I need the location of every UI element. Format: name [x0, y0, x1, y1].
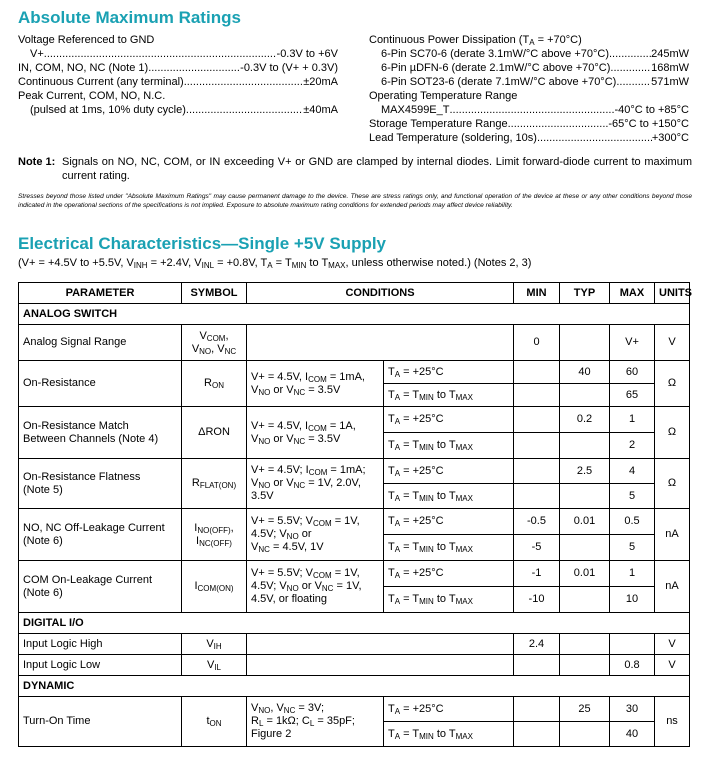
units-value: V	[655, 325, 690, 361]
ec-conditions: (V+ = +4.5V to +5.5V, $V_{INH} = +2.4V$, $V_{INL} = +0.8V$, $T_A = T_{MIN}$ to $T_{MAX}$, unless otherwise noted.) (Notes 2, 3)	[18, 257, 532, 270]
table-row	[19, 325, 690, 361]
max-value: 5	[610, 535, 655, 561]
sot-row	[381, 75, 689, 89]
cond-dron: V+ = 4.5V, $I_{COM} = 1A$, $V_{NO}$ or $V_{NC} = 3.5V$	[247, 407, 384, 459]
min-value: 0	[514, 325, 560, 361]
min-value: 2.4	[514, 634, 560, 655]
units-value: V	[655, 634, 690, 655]
symbol-vil: $V_{IL}$	[182, 655, 247, 676]
table-row	[19, 407, 690, 433]
col-typ: TYP	[560, 283, 610, 304]
symbol-ton: $t_{ON}$	[182, 697, 247, 747]
col-symbol: SYMBOL	[182, 283, 247, 304]
symbol-vcom: $V_{COM}$, $V_{NO}$, $V_{NC}$	[182, 325, 247, 361]
cond-ta-25: $T_A = +25^\circ C$	[384, 561, 514, 587]
col-min: MIN	[514, 283, 560, 304]
units-value: Ω	[655, 459, 690, 509]
min-value: -10	[514, 587, 560, 613]
cond-ton: $V_{NO}$, $V_{NC} = 3V$; $R_L = 1k\Omega$; $C_L = 35pF$; Figure 2	[247, 697, 384, 747]
units-value: ns	[655, 697, 690, 747]
sc70-row	[381, 47, 689, 61]
note-1-label: Note 1:	[18, 156, 56, 168]
units-value: Ω	[655, 361, 690, 407]
abs-max-title: Absolute Maximum Ratings	[18, 8, 241, 27]
max-value: 4	[610, 459, 655, 484]
stress-disclaimer: Stresses beyond those listed under "Absolute Maximum Ratings" may cause permanent damage to the device. These are stress ratings only, and functional operation of the device at these or any other conditions beyond those indicated in the operational sections of the specifications is not implied. Exposure to absolute maximum rating conditions for extended periods may affect device reliability.	[18, 193, 692, 209]
typ-value: 40	[560, 361, 610, 384]
units-value: nA	[655, 561, 690, 613]
sot-value: 571mW	[651, 76, 689, 88]
ec-table	[18, 282, 690, 747]
cond-ta-25: $T_A = +25^\circ C$	[384, 361, 514, 384]
cond-ta-25: $T_A = +25^\circ C$	[384, 509, 514, 535]
typ-value: 0.2	[560, 407, 610, 433]
lead-label: Lead Temperature (soldering, 10s)	[369, 132, 537, 144]
table-row	[19, 459, 690, 484]
max-value: 10	[610, 587, 655, 613]
cond-flat: V+ = 4.5V; $I_{COM} = 1mA$; $V_{NO}$ or $V_{NC} = 1V$, 2.0V, 3.5V	[247, 459, 384, 509]
symbol-ron: $R_{ON}$	[182, 361, 247, 407]
max-label: MAX4599E_T	[381, 104, 450, 116]
col-units: UNITS	[655, 283, 690, 304]
cond-ta-range: $T_A = T_{MIN}$ to $T_{MAX}$	[384, 433, 514, 459]
units-value: Ω	[655, 407, 690, 459]
max-value: 2	[610, 433, 655, 459]
cont-label: Continuous Current (any terminal)	[18, 76, 184, 88]
note-1	[18, 155, 692, 182]
typ-value: 0.01	[560, 509, 610, 535]
section-digital-io: DIGITAL I/O	[19, 613, 690, 634]
cond-ta-range: $T_A = T_{MIN}$ to $T_{MAX}$	[384, 384, 514, 407]
max-value: 1	[610, 407, 655, 433]
cond-ta-range: $T_A = T_{MIN}$ to $T_{MAX}$	[384, 484, 514, 509]
lead-row	[369, 131, 689, 145]
max-row	[381, 103, 689, 117]
pulsed-label: (pulsed at 1ms, 10% duty cycle)	[30, 104, 186, 116]
table-row	[19, 634, 690, 655]
table-header-row	[19, 283, 690, 304]
table-row	[19, 561, 690, 587]
typ-value: 2.5	[560, 459, 610, 484]
max-value: 5	[610, 484, 655, 509]
udfn-row	[381, 61, 689, 75]
cond-ta-range: $T_A = T_{MIN}$ to $T_{MAX}$	[384, 722, 514, 747]
in-row	[18, 61, 338, 75]
param-flatness: On-Resistance Flatness (Note 5)	[19, 459, 182, 509]
table-row	[19, 655, 690, 676]
table-row	[19, 697, 690, 722]
storage-row	[369, 117, 689, 131]
otr-label: Operating Temperature Range	[369, 90, 518, 102]
sc70-label: 6-Pin SC70-6 (derate 3.1mW/°C above +70°C)	[381, 48, 609, 60]
vplus-value: -0.3V to +6V	[276, 48, 338, 60]
min-value: -0.5	[514, 509, 560, 535]
cont-row	[18, 75, 338, 89]
table-row	[19, 509, 690, 535]
vplus-row	[30, 47, 338, 61]
typ-value: 25	[560, 697, 610, 722]
sc70-value: 245mW	[651, 48, 689, 60]
typ-value: 0.01	[560, 561, 610, 587]
cont-value: ±20mA	[303, 76, 338, 88]
col-max: MAX	[610, 283, 655, 304]
lead-value: +300°C	[651, 132, 689, 144]
col-conditions: CONDITIONS	[247, 283, 514, 304]
cond-on-leakage: V+ = 5.5V; $V_{COM} = 1V$, 4.5V; $V_{NO}$ or $V_{NC} = 1V$, 4.5V, or floating	[247, 561, 384, 613]
in-value: -0.3V to (V+ + 0.3V)	[240, 62, 338, 74]
max-value: 0.8	[610, 655, 655, 676]
param-vih: Input Logic High	[19, 634, 182, 655]
max-value: V+	[610, 325, 655, 361]
in-label: IN, COM, NO, NC (Note 1)	[18, 62, 149, 74]
max-value: 40	[610, 722, 655, 747]
param-dron: On-Resistance Match Between Channels (Note 4)	[19, 407, 182, 459]
udfn-value: 168mW	[651, 62, 689, 74]
units-value: V	[655, 655, 690, 676]
cond-ta-25: $T_A = +25^\circ C$	[384, 459, 514, 484]
vplus-label: V+	[30, 48, 44, 60]
section-analog-switch: ANALOG SWITCH	[19, 304, 690, 325]
table-row	[19, 361, 690, 384]
max-value: 1	[610, 561, 655, 587]
units-value: nA	[655, 509, 690, 561]
param-off-leakage: NO, NC Off-Leakage Current (Note 6)	[19, 509, 182, 561]
symbol-ino-off: $I_{NO(OFF)}$, $I_{NC(OFF)}$	[182, 509, 247, 561]
min-value: -5	[514, 535, 560, 561]
param-ton: Turn-On Time	[19, 697, 182, 747]
cond-ta-25: $T_A = +25^\circ C$	[384, 407, 514, 433]
peak-label: Peak Current, COM, NO, N.C.	[18, 90, 166, 102]
max-value: 0.5	[610, 509, 655, 535]
sot-label: 6-Pin SOT23-6 (derate 7.1mW/°C above +70°C)	[381, 76, 617, 88]
udfn-label: 6-Pin µDFN-6 (derate 2.1mW/°C above +70°C)	[381, 62, 611, 74]
param-ron: On-Resistance	[19, 361, 182, 407]
symbol-rflat: $R_{FLAT(ON)}$	[182, 459, 247, 509]
cond-ta-range: $T_A = T_{MIN}$ to $T_{MAX}$	[384, 535, 514, 561]
vref-label: Voltage Referenced to GND	[18, 34, 155, 46]
max-value: 30	[610, 697, 655, 722]
section-dynamic: DYNAMIC	[19, 676, 690, 697]
param-analog-range: Analog Signal Range	[19, 325, 182, 361]
cond-ron: V+ = 4.5V, $I_{COM} = 1mA$, $V_{NO}$ or $V_{NC} = 3.5V$	[247, 361, 384, 407]
cond-ta-25: $T_A = +25^\circ C$	[384, 697, 514, 722]
cond-ta-range: $T_A = T_{MIN}$ to $T_{MAX}$	[384, 587, 514, 613]
ec-title: Electrical Characteristics—Single +5V Supply	[18, 234, 387, 253]
pulsed-row	[30, 103, 338, 117]
max-value: 60	[610, 361, 655, 384]
storage-label: Storage Temperature Range	[369, 118, 508, 130]
col-parameter: PARAMETER	[19, 283, 182, 304]
note-1-text: Signals on NO, NC, COM, or IN exceeding V+ or GND are clamped by internal diodes. Limit forward-diode current to maximum current rating.	[62, 156, 692, 182]
cond-off-leakage: V+ = 5.5V; $V_{COM} = 1V$, 4.5V; $V_{NO}$ or $V_{NC} = 4.5V$, 1V	[247, 509, 384, 561]
param-vil: Input Logic Low	[19, 655, 182, 676]
min-value: -1	[514, 561, 560, 587]
max-value: -40°C to +85°C	[614, 104, 689, 116]
cpd-label: Continuous Power Dissipation $(T_A = +70^\circ C)$	[369, 34, 582, 47]
symbol-dron: ΔRON	[182, 407, 247, 459]
storage-value: -65°C to +150°C	[608, 118, 689, 130]
max-value: 65	[610, 384, 655, 407]
symbol-icom-on: $I_{COM(ON)}$	[182, 561, 247, 613]
symbol-vih: $V_{IH}$	[182, 634, 247, 655]
pulsed-value: ±40mA	[303, 104, 338, 116]
param-on-leakage: COM On-Leakage Current (Note 6)	[19, 561, 182, 613]
